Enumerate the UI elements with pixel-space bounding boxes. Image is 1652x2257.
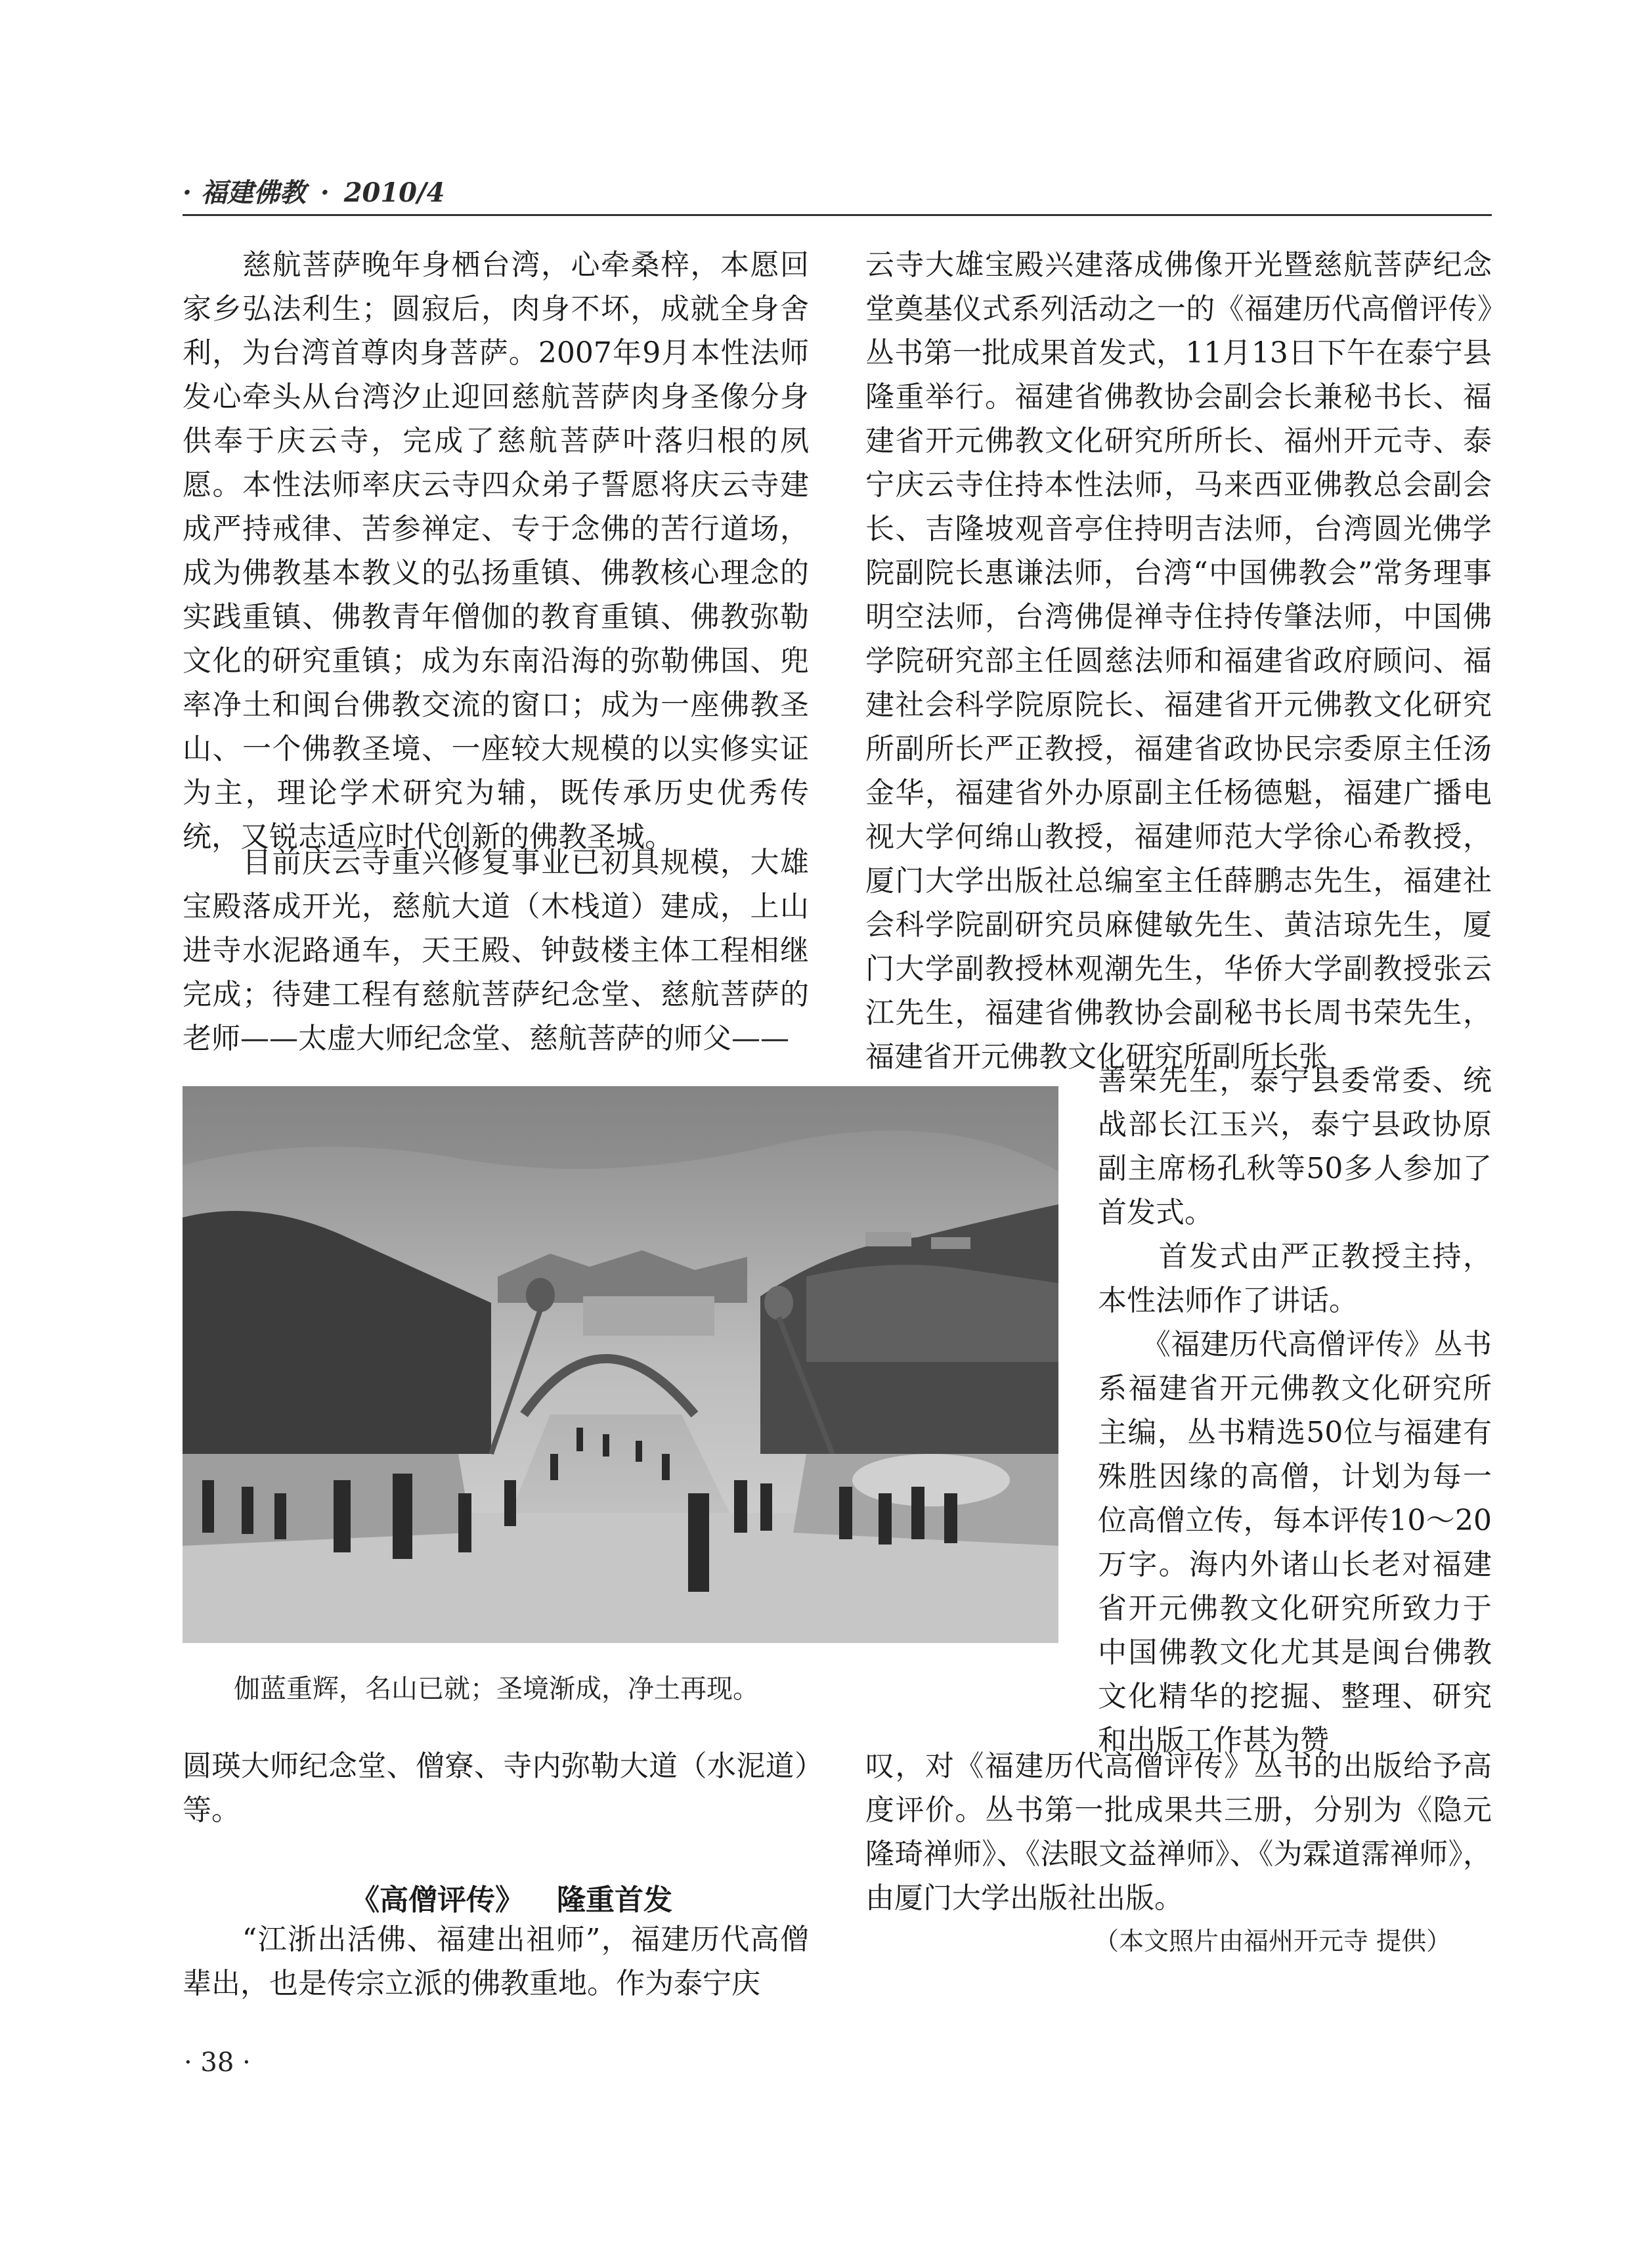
journal-title: 福建佛教 <box>200 177 306 208</box>
left-paragraph-1: 慈航菩萨晚年身栖台湾，心牵桑梓，本愿回家乡弘法利生；圆寂后，肉身不坏，成就全身舍利，为台湾首尊肉身菩萨。2007年9月本性法师发心牵头从台湾汐止迎回慈航菩萨肉身圣像分身供奉于庆云寺，完成了慈航菩萨叶落归根的夙愿。本性法师率庆云寺四众弟子誓愿将庆云寺建成严持戒律、苦参禅定、专于念佛的苦行道场，成为佛教基本教义的弘扬重镇、佛教核心理念的实践重镇、佛教青年僧伽的教育重镇、佛教弥勒文化的研究重镇；成为东南沿海的弥勒佛国、兜率净土和闽台佛教交流的窗口；成为一座佛教圣山、一个佛教圣境、一座较大规模的以实修实证为主，理论学术研究为辅，既传承历史优秀传统，又锐志适应时代创新的佛教圣城。 <box>183 248 809 854</box>
section-title-launch: 隆重首发 <box>557 1883 672 1917</box>
page-number: · 38 · <box>184 2048 251 2078</box>
left-paragraph-3: “江浙出活佛、福建出祖师”，福建历代高僧辈出，也是传宗立派的佛教重地。作为泰宁庆 <box>183 1923 809 2000</box>
right-paragraph-3-continued: 叹，对《福建历代高僧评传》丛书的出版给予高度评价。丛书第一批成果共三册，分别为《隐元隆琦禅师》、《法眼文益禅师》、《为霖道霈禅师》，由厦门大学出版社出版。 <box>865 1749 1492 1915</box>
photo-caption: 伽蓝重辉，名山已就；圣境渐成，净土再现。 <box>234 1674 759 1704</box>
header-rule <box>183 214 1492 216</box>
section-heading <box>351 1876 672 1918</box>
right-paragraph-1-narrow: 善荣先生，泰宁县委常委、统战部长江玉兴，泰宁县政协原副主席杨孔秋等50多人参加了首发式。 <box>1098 1064 1492 1229</box>
header-bullet: · <box>320 177 330 208</box>
right-paragraph-1: 云寺大雄宝殿兴建落成佛像开光暨慈航菩萨纪念堂奠基仪式系列活动之一的《福建历代高僧评传》丛书第一批成果首发式，11月13日下午在泰宁县隆重举行。福建省佛教协会副会长兼秘书长、福建省开元佛教文化研究所所长、福州开元寺、泰宁庆云寺住持本性法师，马来西亚佛教总会副会长、吉隆坡观音亭住持明吉法师，台湾圆光佛学院副院长惠谦法师，台湾“中国佛教会”常务理事明空法师，台湾佛偍禅寺住持传肇法师，中国佛学院研究部主任圆慈法师和福建省政府顾问、福建社会科学院原院长、福建省开元佛教文化研究所副所长严正教授，福建省政协民宗委原主任汤金华，福建省外办原副主任杨德魁，福建广播电视大学何绵山教授，福建师范大学徐心希教授，厦门大学出版社总编室主任薛鹏志先生，福建社会科学院副研究员麻健敏先生、黄洁琼先生，厦门大学副教授林观潮先生，华侨大学副教授张云江先生，福建省佛教协会副秘书长周书荣先生，福建省开元佛教文化研究所副所长张 <box>865 248 1492 1074</box>
running-header <box>183 172 445 209</box>
issue-number: 2010/4 <box>343 177 445 208</box>
section-title-book: 《高僧评传》 <box>351 1883 524 1917</box>
right-paragraph-3: 《福建历代高僧评传》丛书系福建省开元佛教文化研究所主编，丛书精选50位与福建有殊胜因缘的高僧，计划为每一位高僧立传，每本评传10～20万字。海内外诸山长老对福建省开元佛教文化研究所致力于中国佛教文化尤其是闽台佛教文化精华的挖掘、整理、研究和出版工作甚为赞 <box>1098 1328 1492 1757</box>
left-paragraph-2: 目前庆云寺重兴修复事业已初具规模，大雄宝殿落成开光，慈航大道（木栈道）建成，上山进寺水泥路通车，天王殿、钟鼓楼主体工程相继完成；待建工程有慈航菩萨纪念堂、慈航菩萨的老师——太虚大师纪念堂、慈航菩萨的师父—— <box>183 846 809 1055</box>
left-paragraph-2-continued: 圆瑛大师纪念堂、僧寮、寺内弥勒大道（水泥道）等。 <box>183 1749 809 1827</box>
photo-credit: （本文照片由福州开元寺 提供） <box>1094 1927 1452 1956</box>
right-paragraph-2: 首发式由严正教授主持，本性法师作了讲话。 <box>1098 1240 1492 1317</box>
temple-photo <box>183 1086 1058 1643</box>
header-bullet: · <box>183 177 192 208</box>
